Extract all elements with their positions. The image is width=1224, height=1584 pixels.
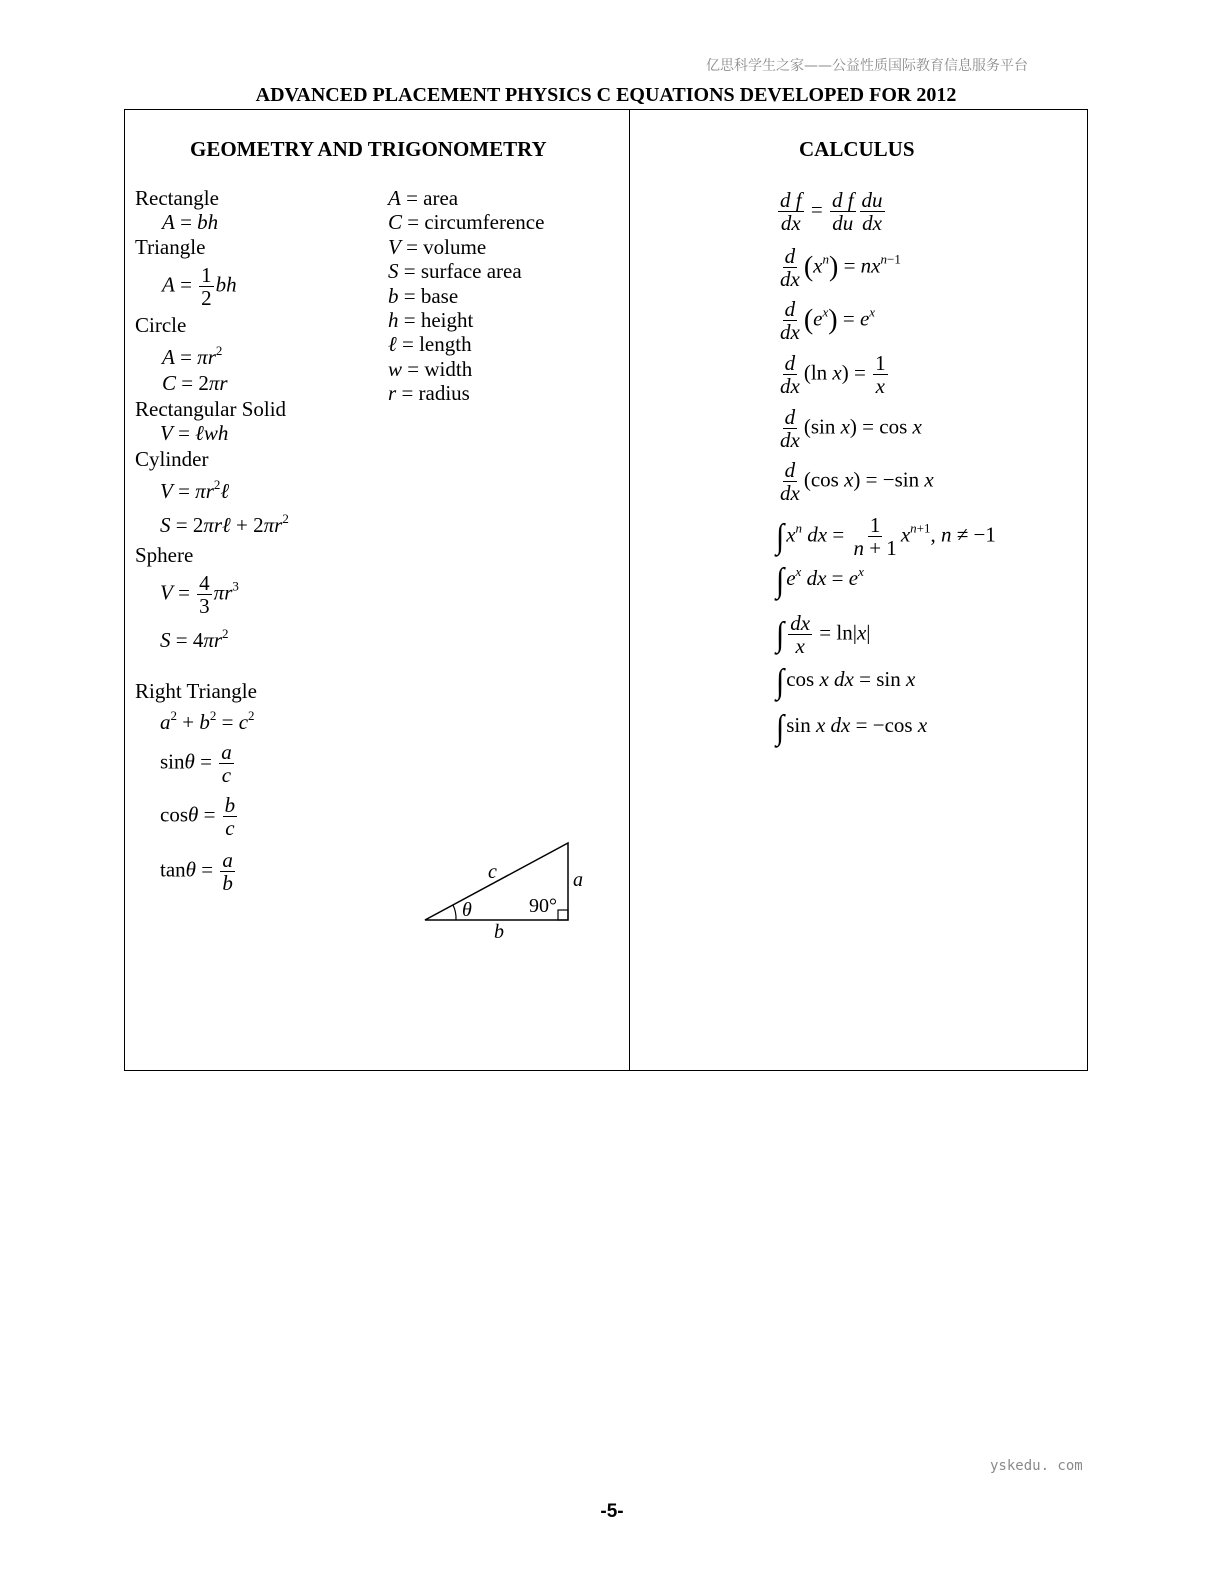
exp-integral-formula: $\int e^x$ dx = $e^x$ [776, 561, 864, 600]
sin-derivative-formula: $\frac{d}{dx}$ (sin x) = cos x [780, 405, 922, 453]
chain-rule-formula: $\frac{\text{d f}}{dx}$ = $\frac{\text{d f}}{du}$ $\frac{du}{dx}$ [780, 188, 883, 236]
right-triangle-diagram [410, 830, 610, 945]
triangle-area-formula: A = $\frac{1}{2}$ bh [162, 263, 237, 311]
exp-derivative-formula: $\frac{d}{dx}$ $(e^x) = e^x$ [780, 297, 876, 345]
column-divider [629, 109, 630, 1071]
legend-item: A = area [388, 186, 459, 210]
variable-legend [388, 188, 544, 408]
legend-item: V = volume [388, 234, 487, 259]
opposite-side-label: a [573, 869, 583, 891]
rectangle-label: Rectangle [135, 186, 219, 210]
rect-solid-volume-formula: V = ℓwh [160, 421, 229, 445]
cylinder-volume-formula: $V = \pi r^2\ell$ [160, 477, 230, 503]
watermark-text: 亿思科学生之家——公益性质国际教育信息服务平台 [706, 58, 1028, 74]
sin-integral-formula: ∫sin x dx = −cos x [776, 708, 928, 747]
cosine-formula: cosθ = $\frac{b}{c}$ [160, 793, 236, 841]
calculus-section-title: CALCULUS [799, 137, 915, 161]
sphere-surface-formula: $S = 4\pi r^2$ [160, 626, 229, 652]
theta-angle-label: θ [462, 899, 472, 921]
rectangle-area-formula: A = bh [162, 210, 219, 234]
hypotenuse-label: c [488, 861, 497, 883]
circle-circumference-formula: C = 2πr [162, 371, 228, 395]
cos-integral-formula: ∫cos x dx = sin x [776, 662, 916, 701]
cos-derivative-formula: $\frac{d}{dx}$ (cos x) = −sin x [780, 458, 934, 506]
cylinder-label: Cylinder [135, 447, 209, 471]
legend-item: w = width [388, 356, 473, 381]
triangle-label: Triangle [135, 235, 206, 259]
geometry-section-title: GEOMETRY AND TRIGONOMETRY [190, 137, 547, 161]
legend-item: ℓ = length [388, 332, 472, 357]
sphere-label: Sphere [135, 543, 194, 567]
legend-item: h = height [388, 307, 474, 332]
cylinder-surface-formula: S = 2πrℓ + $2\pi r^2$ [160, 511, 289, 537]
reciprocal-integral-formula: ∫ $\frac{dx}{x}$ = ln|x| [776, 611, 871, 659]
adjacent-side-label: b [494, 921, 504, 943]
right-triangle-label: Right Triangle [135, 679, 257, 703]
legend-item: b = base [388, 283, 459, 308]
legend-item: r = radius [388, 381, 470, 406]
site-watermark: yskedu. com [990, 1458, 1083, 1474]
document-title: ADVANCED PLACEMENT PHYSICS C EQUATIONS DEVELOPED FOR 2012 [255, 84, 957, 106]
power-integral-formula: $\int x^n$ dx = $\frac{1}{n + 1}$ $x^{n+1}$, n ≠ −1 [776, 513, 996, 561]
tangent-formula: tanθ = $\frac{a}{b}$ [160, 848, 233, 896]
sine-formula: sinθ = $\frac{a}{c}$ [160, 740, 232, 788]
circle-area-formula: $A = \pi r^2$ [162, 343, 223, 369]
right-angle-mark [558, 910, 568, 920]
rectangular-solid-label: Rectangular Solid [135, 397, 287, 421]
angle-arc [453, 905, 456, 920]
circle-label: Circle [135, 313, 187, 337]
legend-item: S = surface area [388, 259, 522, 284]
power-derivative-formula: $\frac{d}{dx}$ $(x^n) = nx^{n-1}$ [780, 244, 901, 292]
legend-item: C = circumference [388, 210, 545, 235]
page-number: -5- [600, 1501, 624, 1522]
sphere-volume-formula: V = $\frac{4}{3}$ $\pi r^3$ [160, 571, 239, 619]
pythagorean-formula: $a^2 + b^2 = c^2$ [160, 708, 255, 734]
right-angle-label: 90° [529, 895, 557, 917]
ln-derivative-formula: $\frac{d}{dx}$ (ln x) = $\frac{1}{x}$ [780, 351, 886, 399]
